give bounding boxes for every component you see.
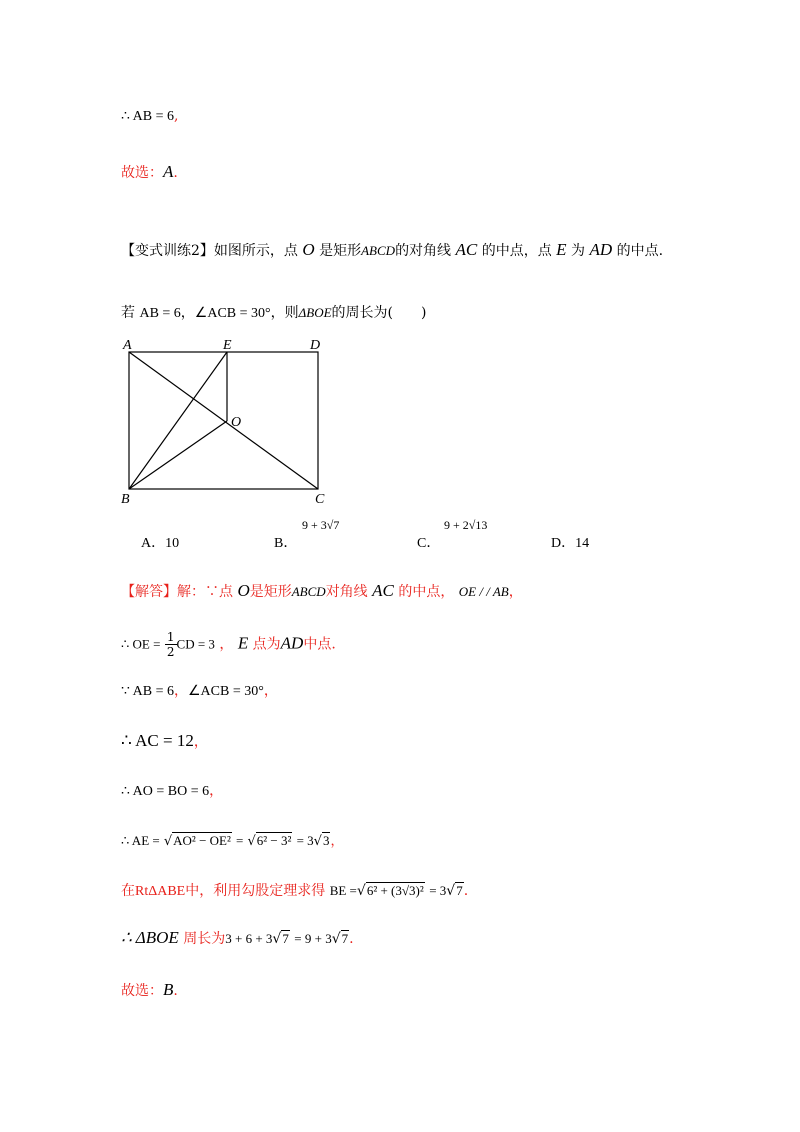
solution-line-4: ∴ AC = 12， xyxy=(121,731,208,750)
option-b-value: 9 + 3√7 xyxy=(302,518,340,532)
problem-tag: 【变式训练2】 xyxy=(121,243,214,259)
solution-line-3: ∵ AB = 6，∠ACB = 30°， xyxy=(121,683,278,699)
option-c-value: 9 + 2√13 xyxy=(444,518,488,532)
label-e: E xyxy=(223,338,232,353)
option-c: C． xyxy=(417,536,441,551)
option-d: D．14 xyxy=(551,536,590,551)
solution-line-2: ∴ OE = $\frac{1}{2}$ CD = 3 ， E 点为AD中点. xyxy=(121,630,336,659)
solution-tag: 【解答】 xyxy=(121,584,177,600)
fraction-one-half: $\frac{1}{2}$ xyxy=(166,630,175,659)
solution-line-6: ∴ AE = √AO² − OE² = √6² − 3² = 3√3， xyxy=(121,833,344,849)
label-o: O xyxy=(231,415,242,430)
answer-line-a: 故选：A. xyxy=(121,162,178,181)
line-ab-equals-6: ∴ AB = 6, xyxy=(121,108,179,124)
rectangle-abcd xyxy=(129,352,318,489)
label-a: A xyxy=(123,338,132,353)
label-d: D xyxy=(310,338,321,353)
problem-statement: 【变式训练2】如图所示，点 O 是矩形ABCD的对角线 AC 的中点，点 E 为 AD 的中点. xyxy=(121,240,664,259)
segment-be xyxy=(129,352,227,489)
diagonal-ac xyxy=(129,352,318,489)
solution-line-5: ∴ AO = BO = 6， xyxy=(121,783,224,799)
solution-line-7: 在RtΔABE中，利用勾股定理求得 BE =√6² + (3√3)² = 3√7. xyxy=(121,883,469,899)
answer-line-b: 故选：B. xyxy=(121,980,178,999)
solution-line-1: 【解答】解：∵点 O是矩形ABCD对角线 AC 的中点， OE / / AB， xyxy=(121,581,523,600)
problem-condition: 若 AB = 6，∠ACB = 30°，则ΔBOE的周长为( ) xyxy=(121,305,427,321)
label-c: C xyxy=(315,492,325,507)
solution-line-8: ∴ ΔBOE 周长为3 + 6 + 3√7 = 9 + 3√7. xyxy=(121,928,354,947)
segment-bo xyxy=(129,421,227,489)
option-a: A．10 xyxy=(141,536,180,551)
option-b: B． xyxy=(274,536,298,551)
label-b: B xyxy=(121,492,130,507)
